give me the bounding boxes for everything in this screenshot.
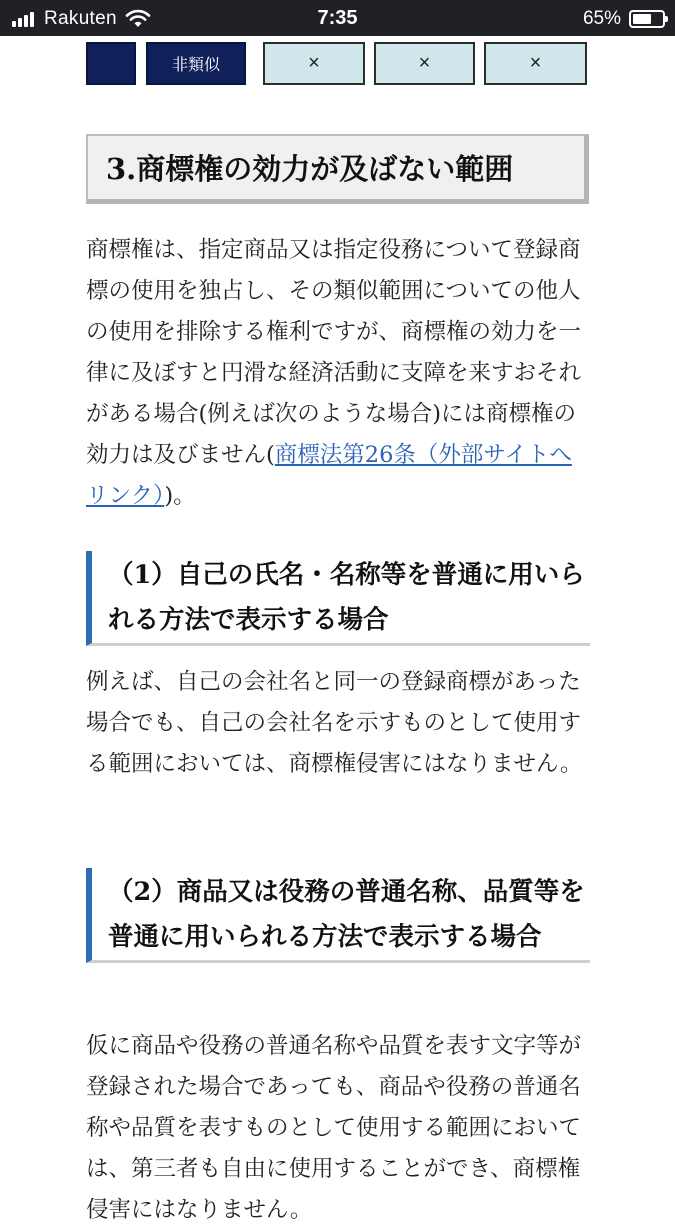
battery-icon bbox=[629, 10, 665, 28]
battery-percent: 65% bbox=[582, 8, 621, 29]
comparison-table-row bbox=[86, 36, 590, 86]
intro-paragraph bbox=[86, 230, 590, 517]
subsection-body-2: 仮に商品や役務の普通名称や品質を表す文字等が登録された場合であっても、商品や役務の普通名称や品質を表すものとして使用する範囲においては、第三者も自由に使用することができ、商標権侵害にはなりません。 bbox=[86, 1033, 582, 1223]
clock: 7:35 bbox=[317, 7, 358, 29]
table-cell-mark: × bbox=[374, 42, 475, 85]
subsection-body-1: 例えば、自己の会社名と同一の登録商標があった場合でも、自己の会社名を示すものとして使用する範囲においては、商標権侵害にはなりません。 bbox=[86, 669, 583, 777]
subsection-heading-1: （1）自己の氏名・名称等を普通に用いられる方法で表示する場合 bbox=[86, 551, 590, 646]
carrier-name: Rakuten bbox=[44, 8, 117, 29]
table-cell-mark: × bbox=[263, 42, 365, 85]
table-cell-header bbox=[86, 42, 136, 85]
trademark-law-link[interactable]: 商標法第26条（外部サイトへリンク） bbox=[86, 442, 572, 509]
status-bar bbox=[0, 0, 675, 36]
table-cell-mark: × bbox=[484, 42, 587, 85]
table-cell-label: 非類似 bbox=[146, 42, 246, 85]
subsection-heading-2: （2）商品又は役務の普通名称、品質等を普通に用いられる方法で表示する場合 bbox=[86, 868, 590, 963]
intro-tail: )。 bbox=[164, 483, 196, 509]
intro-text: 商標権は、指定商品又は指定役務について登録商標の使用を独占し、その類似範囲についての他人の使用を排除する権利ですが、商標権の効力を一律に及ぼすと円滑な経済活動に支障を来すおそれがある場合(例えば次のような場合)には商標権の効力は及びません( bbox=[86, 237, 582, 468]
section-heading: 3.商標権の効力が及ばない範囲 bbox=[86, 134, 589, 204]
